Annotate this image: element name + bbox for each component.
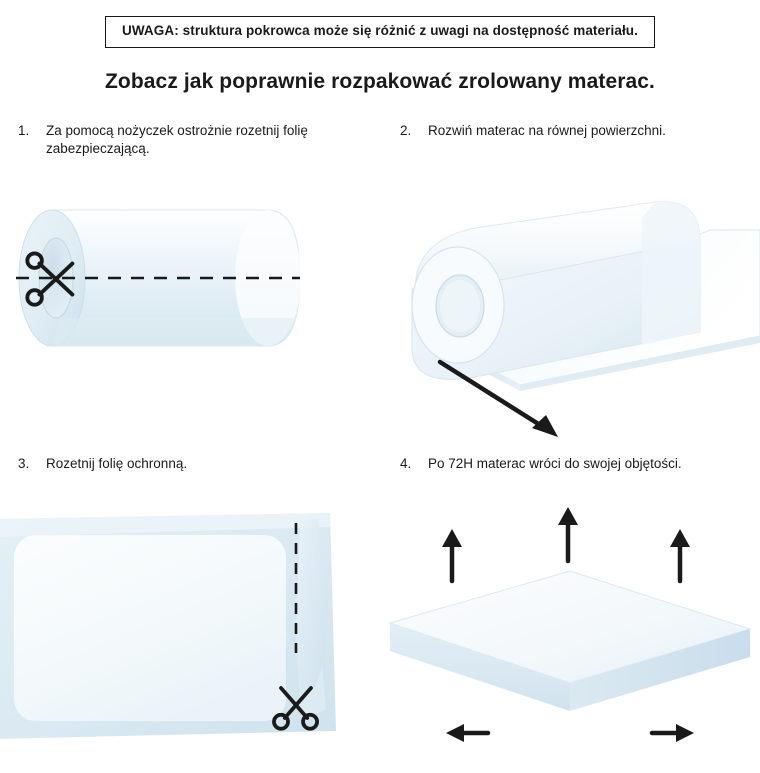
steps-grid (0, 110, 760, 760)
scissors-icon (22, 250, 84, 312)
page-title: Zobacz jak poprawnie rozpakować zrolowany materac. (105, 69, 655, 93)
step-4 (380, 455, 760, 755)
step-4-header (380, 455, 760, 473)
step-1-text: Za pomocą nożyczek ostrożnie rozetnij folię zabezpieczającą. (46, 123, 308, 156)
arrow-head (558, 507, 578, 525)
notice-banner: UWAGA: struktura pokrowca może się różnić z uwagi na dostępność materiału. (105, 16, 655, 48)
notice-banner-wrapper (0, 0, 760, 48)
step-3-header (0, 455, 380, 473)
unrolling-mattress-illustration (380, 140, 760, 440)
step-4-text: Po 72H materac wróci do swojej objętości. (428, 456, 682, 471)
step-1-illustration (0, 158, 380, 478)
step-4-illustration (380, 473, 760, 773)
arrow-head (442, 529, 462, 547)
arrow-head (670, 529, 690, 547)
step-2-header (380, 122, 760, 140)
step-1 (0, 122, 380, 442)
step-2 (380, 122, 760, 442)
arrow-head (446, 724, 464, 742)
scissors-icon (266, 673, 326, 733)
step-4-number: 4. (400, 456, 412, 471)
step-1-number: 1. (18, 123, 30, 138)
step-2-number: 2. (400, 123, 412, 138)
expanding-mattress-illustration (380, 503, 760, 753)
step-3-text: Rozetnij folię ochronną. (46, 456, 188, 471)
step-3 (0, 455, 380, 755)
step-1-header (0, 122, 380, 158)
step-3-illustration (0, 473, 380, 773)
step-2-illustration (380, 140, 760, 460)
step-3-number: 3. (18, 456, 30, 471)
step-2-text: Rozwiń materac na równej powierzchni. (428, 123, 666, 138)
arrow-head (532, 415, 558, 437)
arrow-head (676, 724, 694, 742)
